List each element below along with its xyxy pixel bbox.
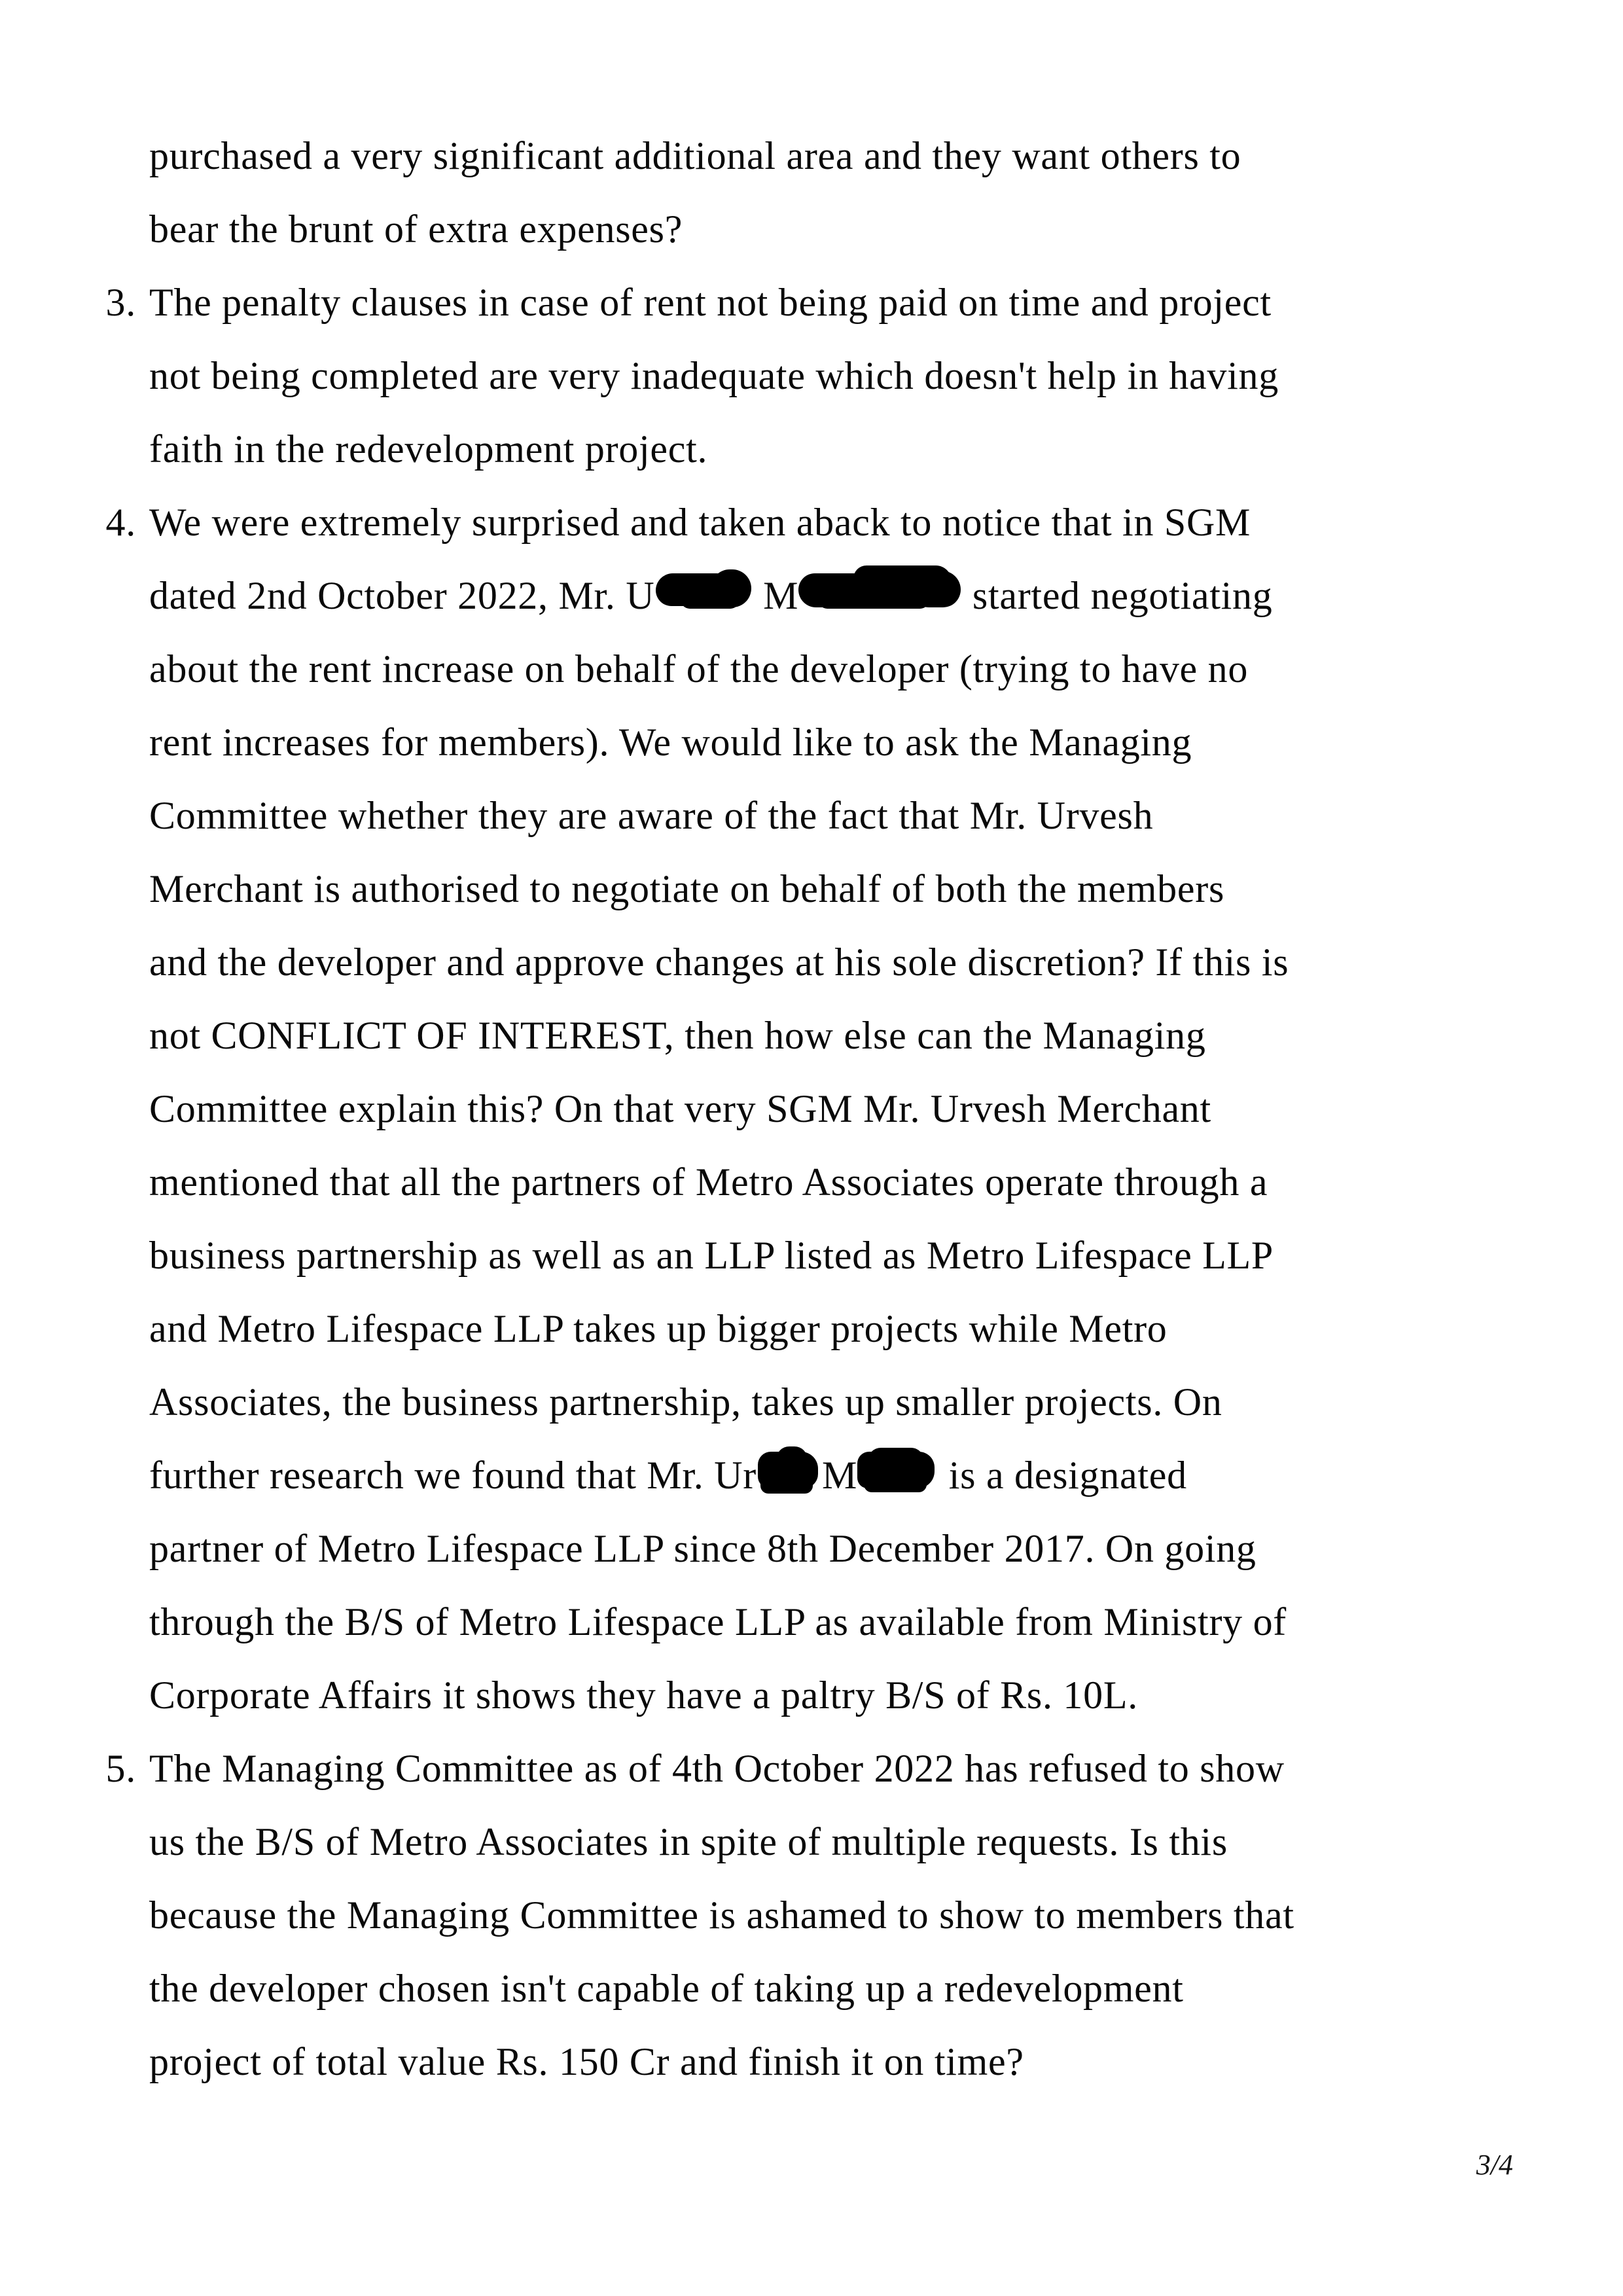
list-item-5-line: project of total value Rs. 150 Cr and finish it on time? — [149, 2040, 1024, 2083]
list-item-4-line: and Metro Lifespace LLP takes up bigger projects while Metro — [149, 1307, 1168, 1350]
list-item-4-line: through the B/S of Metro Lifespace LLP as available from Ministry of — [149, 1600, 1287, 1643]
list-item-3-line: not being completed are very inadequate which doesn't help in having — [149, 354, 1279, 397]
page-body — [105, 119, 1510, 2098]
list-item-4-line: Associates, the business partnership, takes up smaller projects. On — [149, 1380, 1222, 1424]
list-number-4: 4. — [105, 501, 136, 544]
text-after-redaction: started negotiating — [962, 574, 1273, 617]
list-item-4-line: not CONFLICT OF INTEREST, then how else can the Managing — [149, 1014, 1206, 1057]
list-item-4-redacted-line — [149, 559, 1510, 632]
list-item-4-first-line — [105, 486, 1510, 559]
text-between-redactions: M — [821, 1454, 858, 1497]
list-item-4-line: about the rent increase on behalf of the developer (trying to have no — [149, 647, 1249, 691]
list-item-3-line: faith in the redevelopment project. — [149, 427, 708, 471]
list-item-5-line: the developer chosen isn't capable of taking up a redevelopment — [149, 1967, 1184, 2010]
list-item-4-line: and the developer and approve changes at his sole discretion? If this is — [149, 941, 1289, 984]
text-between-redactions: M — [753, 574, 799, 617]
text-after-redaction: is a designated — [938, 1454, 1187, 1497]
continuation-line: purchased a very significant additional area and they want others to — [149, 134, 1241, 177]
list-item-4-line: business partnership as well as an LLP listed as Metro Lifespace LLP — [149, 1234, 1274, 1277]
text-before-redaction: further research we found that Mr. Ur — [149, 1454, 757, 1497]
list-item-5-first-line — [105, 1732, 1510, 1805]
continuation-line: bear the brunt of extra expenses? — [149, 207, 683, 251]
list-item-4-line: Committee explain this? On that very SGM Mr. Urvesh Merchant — [149, 1087, 1211, 1130]
list-number-5: 5. — [105, 1747, 136, 1790]
page-number-footer: 3/4 — [1476, 2149, 1513, 2181]
list-item-text: The Managing Committee as of 4th October 2022 has refused to show — [149, 1747, 1285, 1790]
text-before-redaction: dated 2nd October 2022, Mr. U — [149, 574, 655, 617]
list-item-4-line: Committee whether they are aware of the fact that Mr. Urvesh — [149, 794, 1154, 837]
list-item-4-line: rent increases for members). We would like to ask the Managing — [149, 721, 1192, 764]
list-item-4-line: partner of Metro Lifespace LLP since 8th December 2017. On going — [149, 1527, 1257, 1570]
list-item-3-first-line — [105, 266, 1510, 339]
list-item-4-line: mentioned that all the partners of Metro Associates operate through a — [149, 1160, 1268, 1204]
list-item-5-line: because the Managing Committee is ashamed to show to members that — [149, 1893, 1294, 1937]
list-item-4-line: Corporate Affairs it shows they have a paltry B/S of Rs. 10L. — [149, 1674, 1138, 1717]
list-item-text: We were extremely surprised and taken aback to notice that in SGM — [149, 501, 1251, 544]
list-item-4-line: Merchant is authorised to negotiate on behalf of both the members — [149, 867, 1225, 910]
list-item-5-line: us the B/S of Metro Associates in spite of multiple requests. Is this — [149, 1820, 1228, 1863]
list-item-4-redacted-line — [149, 1439, 1510, 1512]
list-number-3: 3. — [105, 281, 136, 324]
list-item-text: The penalty clauses in case of rent not being paid on time and project — [149, 281, 1272, 324]
